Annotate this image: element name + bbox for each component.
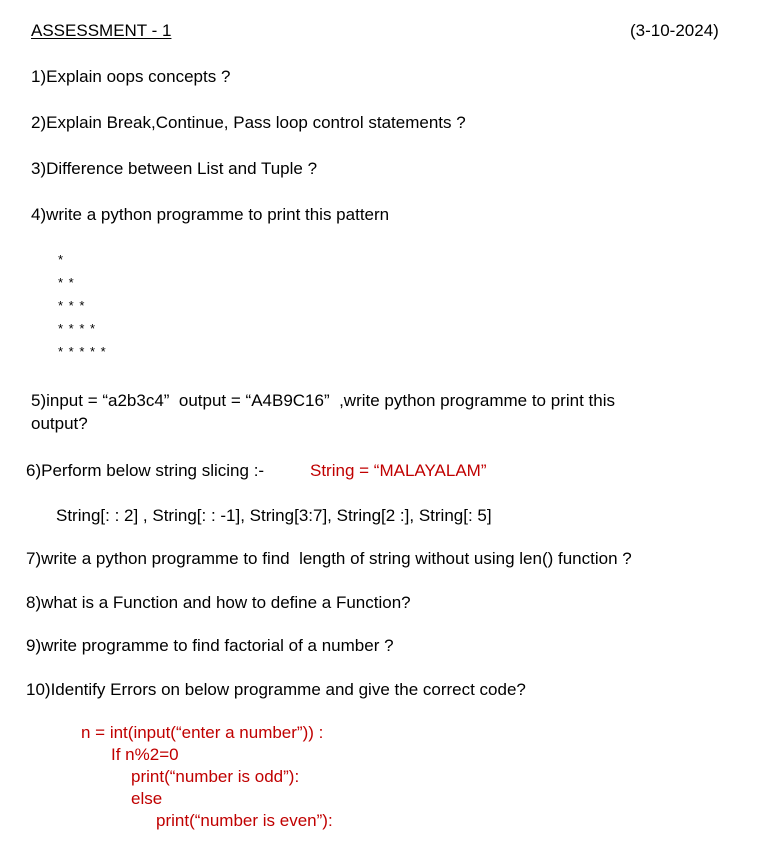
pattern-row: * * * (58, 298, 86, 313)
question-8: 8)what is a Function and how to define a Function? (26, 593, 411, 612)
date-label: (3-10-2024) (630, 21, 719, 40)
pattern-row: * * * * * (58, 344, 107, 359)
code-line: print(“number is odd”): (131, 767, 300, 786)
question-6-string: String = “MALAYALAM” (310, 461, 487, 480)
pattern-row: * * (58, 275, 75, 290)
question-6: 6)Perform below string slicing :- (26, 461, 265, 480)
question-5-line-1: 5)input = “a2b3c4” output = “A4B9C16” ,write python programme to print this (31, 391, 615, 410)
page-title: ASSESSMENT - 1 (31, 21, 172, 40)
code-line: n = int(input(“enter a number”)) : (81, 723, 324, 742)
code-line: print(“number is even”): (156, 811, 333, 830)
pattern-row: * (58, 252, 65, 267)
code-line: If n%2=0 (111, 745, 179, 764)
question-5-line-2: output? (31, 414, 88, 433)
question-2: 2)Explain Break,Continue, Pass loop control statements ? (31, 113, 466, 132)
question-1: 1)Explain oops concepts ? (31, 67, 231, 86)
code-line: else (131, 789, 163, 808)
question-3: 3)Difference between List and Tuple ? (31, 159, 318, 178)
question-9: 9)write programme to find factorial of a number ? (26, 636, 394, 655)
pattern-row: * * * * (58, 321, 97, 336)
question-4: 4)write a python programme to print this pattern (31, 205, 390, 224)
question-10: 10)Identify Errors on below programme and give the correct code? (26, 680, 526, 699)
question-7: 7)write a python programme to find length of string without using len() function ? (26, 549, 632, 568)
question-6-slices: String[: : 2] , String[: : -1], String[3:7], String[2 :], String[: 5] (56, 506, 492, 525)
